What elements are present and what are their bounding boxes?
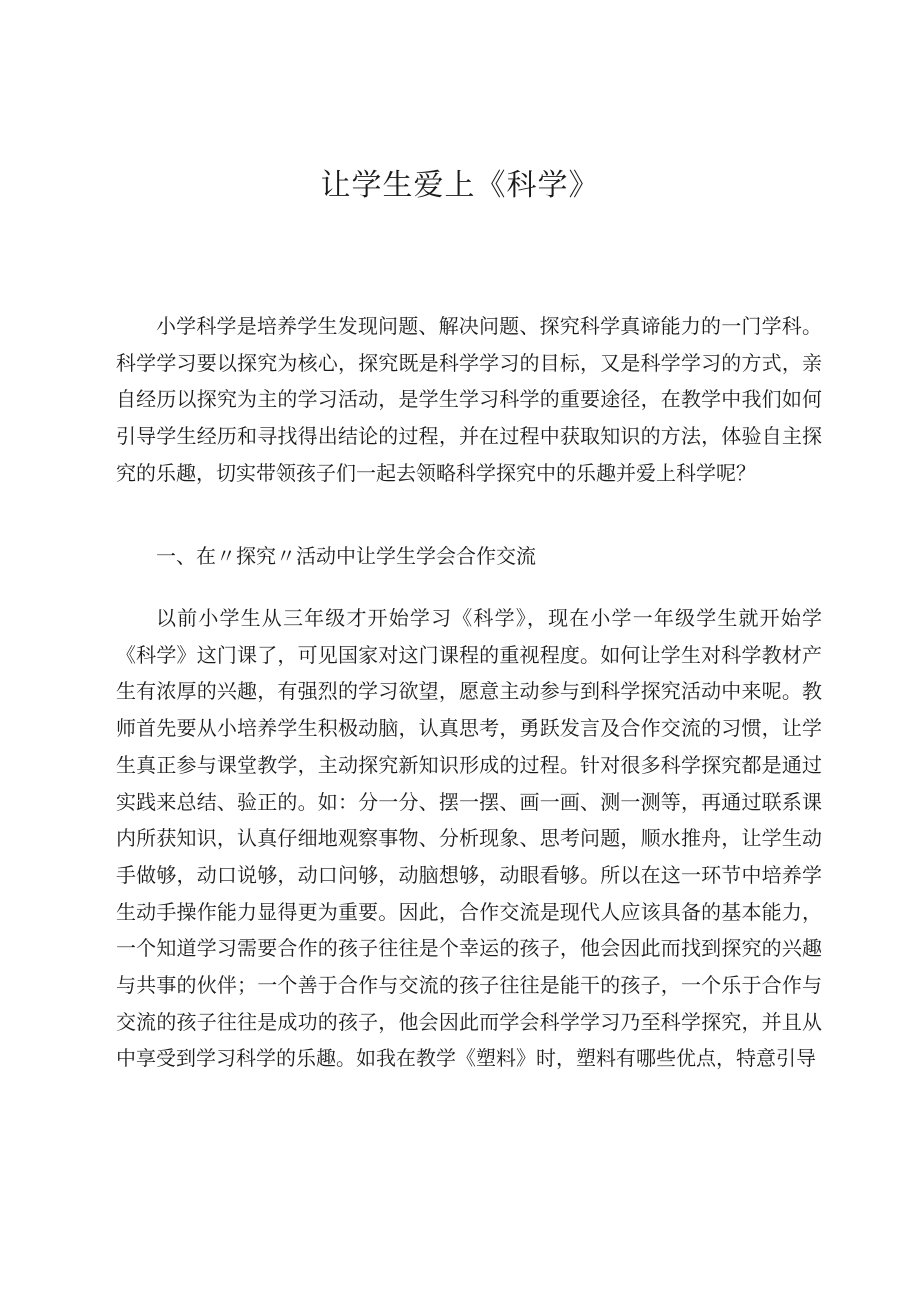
intro-paragraph: 小学科学是培养学生发现问题、解决问题、探究科学真谛能力的一门学科。科学学习要以探究为核心，探究既是科学学习的目标，又是科学学习的方式，亲自经历以探究为主的学习活动，是学生学习科学的重要途径，在教学中我们如何引导学生经历和寻找得出结论的过程，并在过程中获取知识的方法，体验自主探究的乐趣，切实带领孩子们一起去领略科学探究中的乐趣并爱上科学呢？ — [116, 314, 822, 485]
document-title: 让学生爱上《科学》 — [320, 168, 600, 203]
body-paragraph: 以前小学生从三年级才开始学习《科学》，现在小学一年级学生就开始学《科学》这门课了，可见国家对这门课程的重视程度。如何让学生对科学教材产生有浓厚的兴趣，有强烈的学习欲望，愿意主动参与到科学探究活动中来呢。教师首先要从小培养学生积极动脑，认真思考，勇跃发言及合作交流的习惯，让学生真正参与课堂教学，主动探究新知识形成的过程。针对很多科学探究都是通过实践来总结、验正的。如：分一分、摆一摆、画一画、测一测等，再通过联系课内所获知识，认真仔细地观察事物、分析现象、思考问题，顺水推舟，让学生动手做够，动口说够，动口问够，动脑想够，动眼看够。所以在这一环节中培养学生动手操作能力显得更为重要。因此，合作交流是现代人应该具备的基本能力，一个知道学习需要合作的孩子往往是个幸运的孩子，他会因此而找到探究的兴趣与共事的伙伴；一个善于合作与交流的孩子往往是能干的孩子，一个乐于合作与交流的孩子往往是成功的孩子，他会因此而学会科学学习乃至科学探究，并且从中享受到学习科学的乐趣。如我在教学《塑料》时，塑料有哪些优点，特意引导 — [116, 606, 822, 1071]
section-heading: 一、在〃探究〃活动中让学生学会合作交流 — [156, 544, 536, 568]
